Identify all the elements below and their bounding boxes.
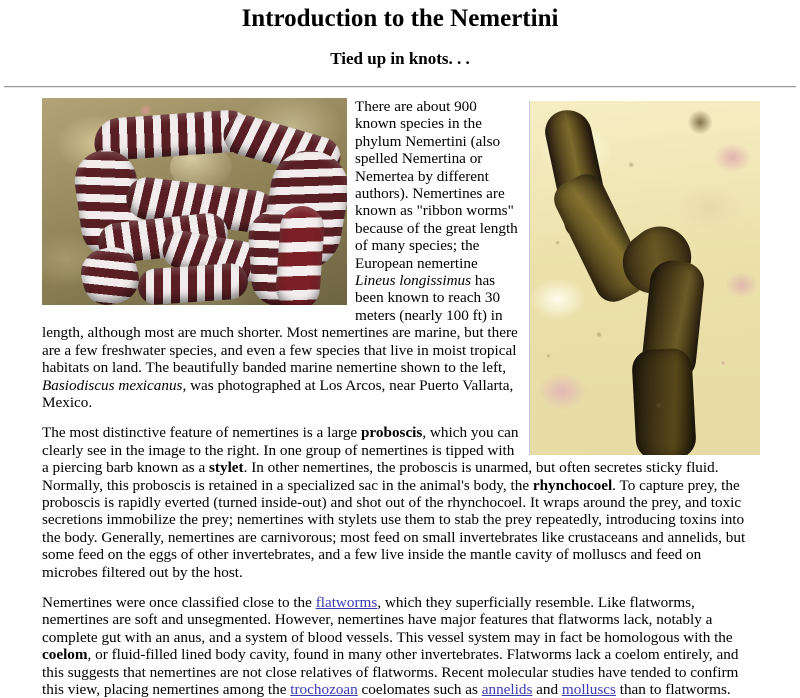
term-rhynchocoel: rhynchocoel [532, 476, 613, 494]
p2-text-a: The most distinctive feature of nemertines is a large [42, 424, 361, 442]
p3-text-b: , which they superficially resemble. Like flatworms, nemertines are soft and unsegmented. However, nemertines have major features that flatworms lack, notably a complete gut with an anus, and a system of blood vessels. This vessel system may in fact be homologous with the [42, 593, 733, 646]
link-trochozoan[interactable]: trochozoan [290, 681, 358, 698]
p3-text-c: , or fluid-filled lined body cavity, found in many other invertebrates. Flatworms lack a coelom entirely, and this suggests that nemertines are not close relatives of flatworms. Recent molecular studies have tended to confirm this view, placing nemertines among the [42, 646, 739, 698]
p1-text-b: has been known to reach 30 meters (nearly 100 ft) in length, although most are much shorter. Most nemertines are marine, but there are a few freshwater species, and even a few species that live in moist tropical habitats on land. The beautifully banded marine nemertine shown to the left, [42, 272, 518, 377]
link-flatworms[interactable]: flatworms [315, 593, 378, 611]
link-molluscs[interactable]: molluscs [561, 681, 616, 698]
page-title: Introduction to the Nemertini [241, 5, 559, 32]
worm-segment [274, 205, 325, 305]
p2-text-b: , which you can clearly see in the image to the right. In one group of nemertines is tipped with a piercing barb known as a [42, 424, 519, 477]
page-subtitle: Tied up in knots. . . [330, 49, 470, 68]
p2-text-d: . To capture prey, the proboscis is rapidly everted (turned inside-out) and shot out of the rhynchocoel. It wraps around the prey, and toxic secretions immobilize the prey; nemertines with stylets use them to stab the prey repeatedly, introducing toxins into the body. Generally, nemertines are carnivorous; most feed on small invertebrates like crustaceans and annelids, but some feed on the eggs of other invertebrates, and a few live inside the mantle cavity of molluscs and feed on microbes filtered out by the host. [42, 476, 746, 581]
worm-segment [640, 259, 706, 384]
p3-text-f: than to flatworms. [615, 681, 731, 698]
banded-nemertine-photo-canvas [42, 98, 347, 305]
worm-segment [137, 262, 249, 305]
p1-text-a: There are about 900 known species in the phylum Nemertini (also spelled Nemertina or Nemertea by different authors). Nemertines are known as "ribbon worms" because of the great length of many species; the European nemertine [355, 98, 518, 272]
term-proboscis: proboscis [360, 424, 423, 442]
link-annelids[interactable]: annelids [481, 681, 533, 698]
p3-text-e: and [532, 681, 562, 698]
worm-segment [610, 214, 703, 306]
proboscis-nemertine-photo [529, 101, 760, 455]
species-name-basiodiscus-mexicanus: Basiodiscus mexicanus [42, 376, 183, 394]
worm-segment [631, 348, 697, 455]
p1-text-c: , was photographed at Los Arcos, near Puerto Vallarta, Mexico. [42, 376, 514, 411]
proboscis-nemertine-photo-canvas [530, 101, 760, 455]
p3-text-d: coelomates such as [357, 681, 482, 698]
term-stylet: stylet [209, 459, 244, 477]
p3-text-a: Nemertines were once classified close to the [42, 593, 316, 611]
paragraph-classification [42, 594, 760, 698]
p2-text-c: . In other nemertines, the proboscis is unarmed, but often secretes sticky fluid. Normally, this proboscis is retained in a specialized sac in the animal's body, the [42, 459, 719, 494]
species-name-lineus-longissimus: Lineus longissimus [355, 272, 472, 290]
article-body [0, 88, 800, 698]
worm-segment [541, 106, 613, 241]
term-coelom: coelom [42, 646, 88, 664]
worm-segment [548, 168, 652, 308]
banded-nemertine-photo [42, 98, 347, 305]
